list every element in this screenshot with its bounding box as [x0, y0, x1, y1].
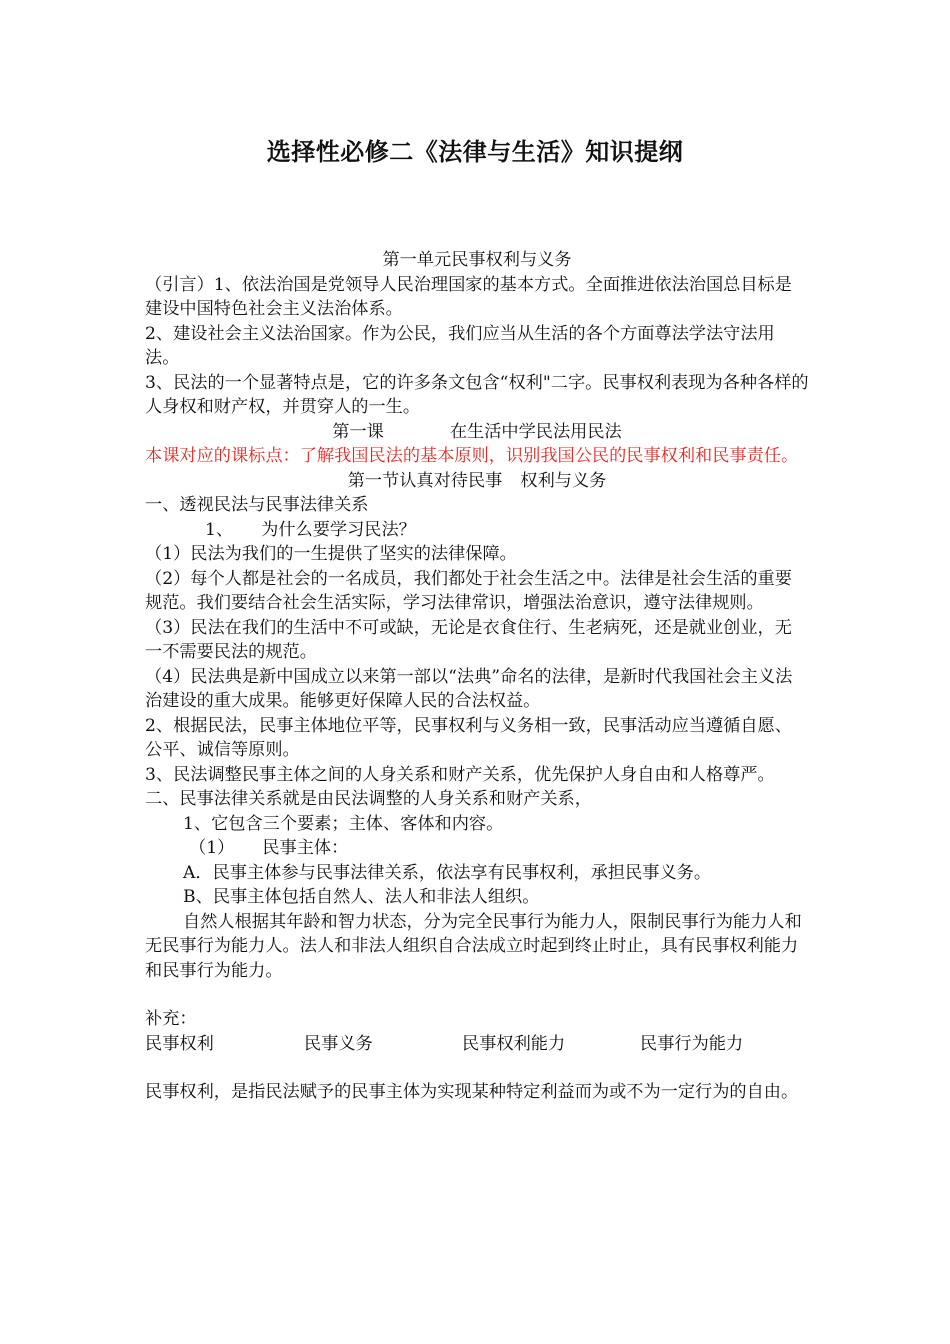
- question-1-number: 1、: [205, 519, 234, 540]
- subject-label: 民事主体：: [262, 838, 349, 858]
- curriculum-standard-note: 本课对应的课标点：了解我国民法的基本原则，识别我国公民的民事权利和民事责任。: [145, 446, 799, 466]
- section-heading-part-a: 第一节认真对待民事: [347, 470, 503, 491]
- unit-heading: 第一单元民事权利与义务: [382, 250, 572, 270]
- reason-4: （4）民法典是新中国成立以来第一部以“法典”命名的法律，是新时代我国社会主义法治建设的重大成果。能够更好保障人民的合法权益。: [145, 666, 793, 711]
- page-title: 选择性必修二《法律与生活》知识提纲: [266, 138, 684, 166]
- section-heading-part-b: 权利与义务: [520, 470, 607, 491]
- elements-line: 1、它包含三个要素；主体、客体和内容。: [183, 813, 504, 834]
- item-a: A．民事主体参与民事法律关系，依法享有民事权利，承担民事义务。: [183, 862, 712, 883]
- subject-heading: [145, 836, 809, 861]
- supplement-term: 民事行为能力: [640, 1033, 744, 1054]
- part-2-heading: 二、民事法律关系就是由民法调整的人身关系和财产关系，: [145, 789, 592, 809]
- supplement-term: 民事权利: [145, 1033, 214, 1054]
- reason-2: （2）每个人都是社会的一名成员，我们都处于社会生活之中。法律是社会生活的重要规范。我们要结合社会生活实际，学习法律常识，增强法治意识，遵守法律规则。: [145, 568, 792, 613]
- item-b: B、民事主体包括自然人、法人和非法人组织。: [183, 887, 540, 907]
- supplement-term: 民事权利能力: [462, 1033, 566, 1054]
- civil-right-definition: 民事权利，是指民法赋予的民事主体为实现某种特定利益而为或不为一定行为的自由。: [145, 1082, 799, 1102]
- part-1-heading: 一、透视民法与民事法律关系: [145, 495, 369, 515]
- principle-paragraph: 2、根据民法，民事主体地位平等，民事权利与义务相一致，民事活动应当遵循自愿、公平、诚信等原则。: [145, 715, 792, 760]
- supplement-term: 民事义务: [304, 1033, 373, 1054]
- document-body: [145, 248, 809, 1105]
- lesson-label: 第一课: [332, 421, 384, 442]
- intro-paragraph-2: 2、建设社会主义法治国家。作为公民，我们应当从生活的各个方面尊法学法守法用法。: [145, 323, 775, 368]
- supplement-terms: [145, 1032, 809, 1057]
- question-1-text: 为什么要学习民法？: [261, 519, 416, 540]
- section-heading: [145, 469, 809, 494]
- adjustment-paragraph: 3、民法调整民事主体之间的人身关系和财产关系，优先保护人身自由和人格尊严。: [145, 764, 775, 785]
- reason-3: （3）民法在我们的生活中不可或缺，无论是衣食住行、生老病死，还是就业创业，无一不需要民法的规范。: [145, 617, 792, 662]
- intro-paragraph-3: 3、民法的一个显著特点是，它的许多条文包含“权利"二字。民事权利表现为各种各样的人身权和财产权，并贯穿人的一生。: [145, 372, 809, 417]
- lesson-title: 在生活中学民法用民法: [449, 421, 622, 442]
- intro-paragraph-1: （引言）1、依法治国是党领导人民治理国家的基本方式。全面推进依法治国总目标是建设中国特色社会主义法治体系。: [145, 274, 792, 319]
- reason-1: （1）民法为我们的一生提供了坚实的法律保障。: [145, 544, 517, 564]
- question-1: [145, 518, 809, 543]
- lesson-heading: [145, 420, 809, 445]
- supplement-label: 补充：: [145, 1009, 197, 1029]
- natural-person-paragraph: 自然人根据其年龄和智力状态，分为完全民事行为能力人，限制民事行为能力人和无民事行为能力人。法人和非法人组织自合法成立时起到终止时止，具有民事权利能力和民事行为能力。: [145, 911, 802, 981]
- subject-number: （1）: [189, 838, 235, 858]
